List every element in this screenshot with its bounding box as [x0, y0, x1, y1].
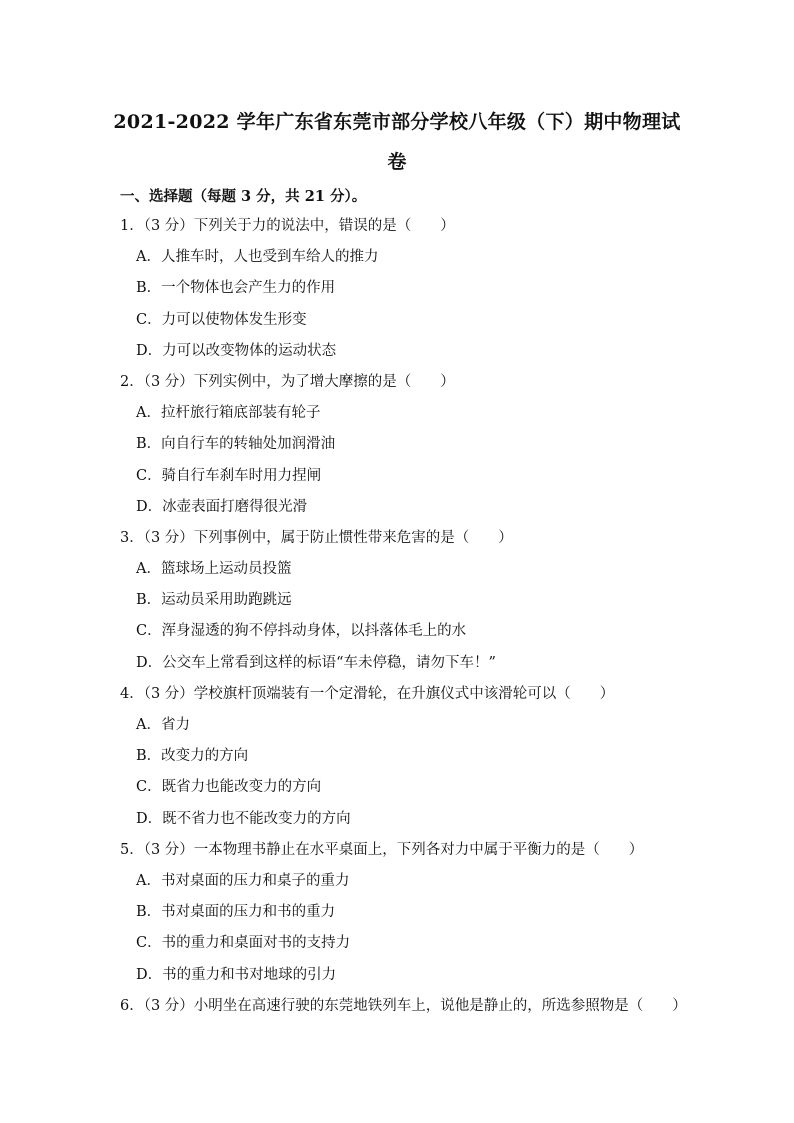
- question-option: D．既不省力也不能改变力的方向: [136, 810, 351, 827]
- question-option: A．拉杆旅行箱底部装有轮子: [136, 405, 321, 422]
- question-option: D．力可以改变物体的运动状态: [136, 342, 337, 359]
- question-option: B．书对桌面的压力和书的重力: [136, 904, 336, 921]
- question-stem: 4．（3 分）学校旗杆顶端装有一个定滑轮，在升旗仪式中该滑轮可以（ ）: [120, 685, 615, 702]
- question-option: D．书的重力和书对地球的引力: [136, 966, 337, 983]
- question-2: [120, 371, 690, 527]
- question-stem: 3．（3 分）下列事例中，属于防止惯性带来危害的是（ ）: [120, 529, 513, 546]
- question-option: B．运动员采用助跑跳远: [136, 592, 292, 609]
- question-option: C．浑身湿透的狗不停抖动身体，以抖落体毛上的水: [136, 623, 467, 640]
- question-3: [120, 527, 690, 683]
- question-list: [120, 215, 690, 1026]
- question-option: C．骑自行车刹车时用力捏闸: [136, 467, 322, 484]
- section-heading: 一、选择题（每题 3 分，共 21 分）。: [120, 188, 367, 205]
- question-stem: 6．（3 分）小明坐在高速行驶的东莞地铁列车上，说他是静止的，所选参照物是（ ）: [120, 997, 687, 1014]
- question-option: A．省力: [136, 717, 190, 733]
- question-option: A．书对桌面的压力和桌子的重力: [136, 872, 350, 889]
- question-option: A．人推车时，人也受到车给人的推力: [136, 249, 379, 266]
- question-6: [120, 995, 690, 1026]
- question-1: [120, 215, 690, 371]
- question-option: C．既省力也能改变力的方向: [136, 779, 322, 796]
- question-5: [120, 839, 690, 995]
- question-option: B．向自行车的转轴处加润滑油: [136, 436, 336, 453]
- question-option: B．一个物体也会产生力的作用: [136, 280, 336, 297]
- question-stem: 1．（3 分）下列关于力的说法中，错误的是（ ）: [120, 218, 455, 234]
- question-stem: 2．（3 分）下列实例中，为了增大摩擦的是（ ）: [120, 373, 455, 390]
- question-option: A．篮球场上运动员投篮: [136, 561, 292, 578]
- exam-title-line-1: 2021-2022 学年广东省东莞市部分学校八年级（下）期中物理试: [113, 111, 681, 133]
- question-option: B．改变力的方向: [136, 748, 249, 765]
- exam-title-line-2: 卷: [387, 151, 407, 173]
- question-option: C．书的重力和桌面对书的支持力: [136, 935, 351, 952]
- question-option: C．力可以使物体发生形变: [136, 311, 307, 328]
- question-option: D．公交车上常看到这样的标语“车未停稳，请勿下车！”: [136, 654, 496, 671]
- question-option: D．冰壶表面打磨得很光滑: [136, 498, 308, 515]
- question-4: [120, 683, 690, 839]
- question-stem: 5．（3 分）一本物理书静止在水平桌面上，下列各对力中属于平衡力的是（ ）: [120, 841, 644, 858]
